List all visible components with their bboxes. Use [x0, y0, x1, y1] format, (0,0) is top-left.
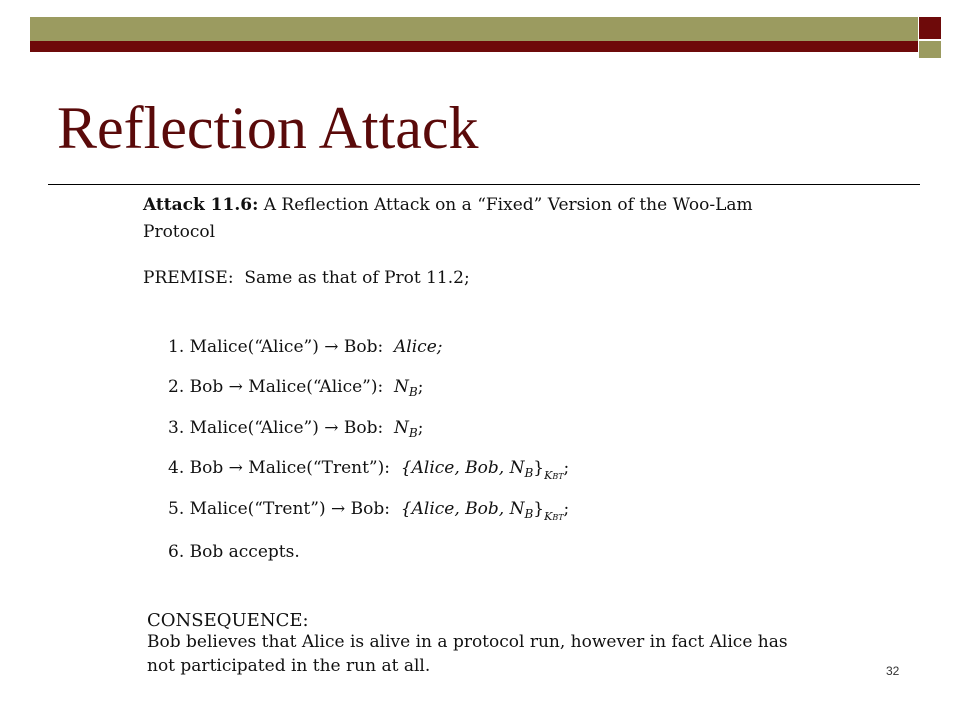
step-close-brace: }: [533, 458, 545, 478]
step-number: 1.: [168, 337, 185, 357]
attack-heading: A Reflection Attack on a “Fixed” Version of the Woo-Lam: [263, 195, 753, 215]
step-number: 2.: [168, 377, 185, 397]
step-number: 5.: [168, 499, 185, 519]
step-number: 4.: [168, 458, 185, 478]
premise-text: Same as that of Prot 11.2;: [244, 268, 470, 288]
step-3: [168, 419, 423, 440]
premise-label: PREMISE:: [143, 268, 234, 288]
step-message: N: [394, 377, 409, 397]
step-number: 6.: [168, 542, 185, 562]
step-text: Malice(“Alice”) → Bob:: [189, 418, 384, 438]
step-2: [168, 378, 423, 399]
step-text: Malice(“Alice”) → Bob:: [189, 337, 384, 357]
step-text: Bob → Malice(“Alice”):: [189, 377, 384, 397]
step-5: [168, 500, 569, 523]
step-key-subscript: BT: [552, 472, 564, 481]
step-key: K: [544, 510, 553, 523]
step-message: {Alice, Bob, N: [400, 458, 525, 478]
page-number: 32: [886, 664, 900, 678]
step-subscript: B: [408, 426, 418, 440]
step-key: K: [544, 469, 553, 482]
step-message: {Alice, Bob, N: [400, 499, 525, 519]
step-key-subscript: BT: [552, 513, 564, 522]
step-end: ;: [417, 377, 424, 397]
step-message: Alice;: [394, 337, 443, 357]
step-close-brace: }: [533, 499, 545, 519]
consequence-line-1: Bob believes that Alice is alive in a protocol run, however in fact Alice has: [147, 632, 788, 652]
step-subscript: B: [524, 507, 534, 521]
step-text: Bob accepts.: [189, 542, 300, 562]
premise-line: [143, 269, 470, 288]
consequence-label: CONSEQUENCE:: [147, 610, 309, 631]
step-text: Bob → Malice(“Trent”):: [189, 458, 390, 478]
step-end: ;: [563, 499, 570, 519]
step-subscript: B: [524, 466, 534, 480]
attack-heading-line: [143, 196, 753, 215]
step-number: 3.: [168, 418, 185, 438]
attack-label: Attack 11.6:: [143, 195, 259, 215]
consequence-line-2: not participated in the run at all.: [147, 656, 431, 676]
step-message: N: [394, 418, 409, 438]
step-6: [168, 543, 300, 562]
attack-heading-cont: Protocol: [143, 222, 216, 242]
step-end: ;: [563, 458, 570, 478]
step-1: [168, 338, 443, 357]
step-4: [168, 459, 569, 482]
step-text: Malice(“Trent”) → Bob:: [189, 499, 390, 519]
slide-title: Reflection Attack: [57, 95, 479, 161]
step-subscript: B: [408, 385, 418, 399]
step-end: ;: [417, 418, 424, 438]
